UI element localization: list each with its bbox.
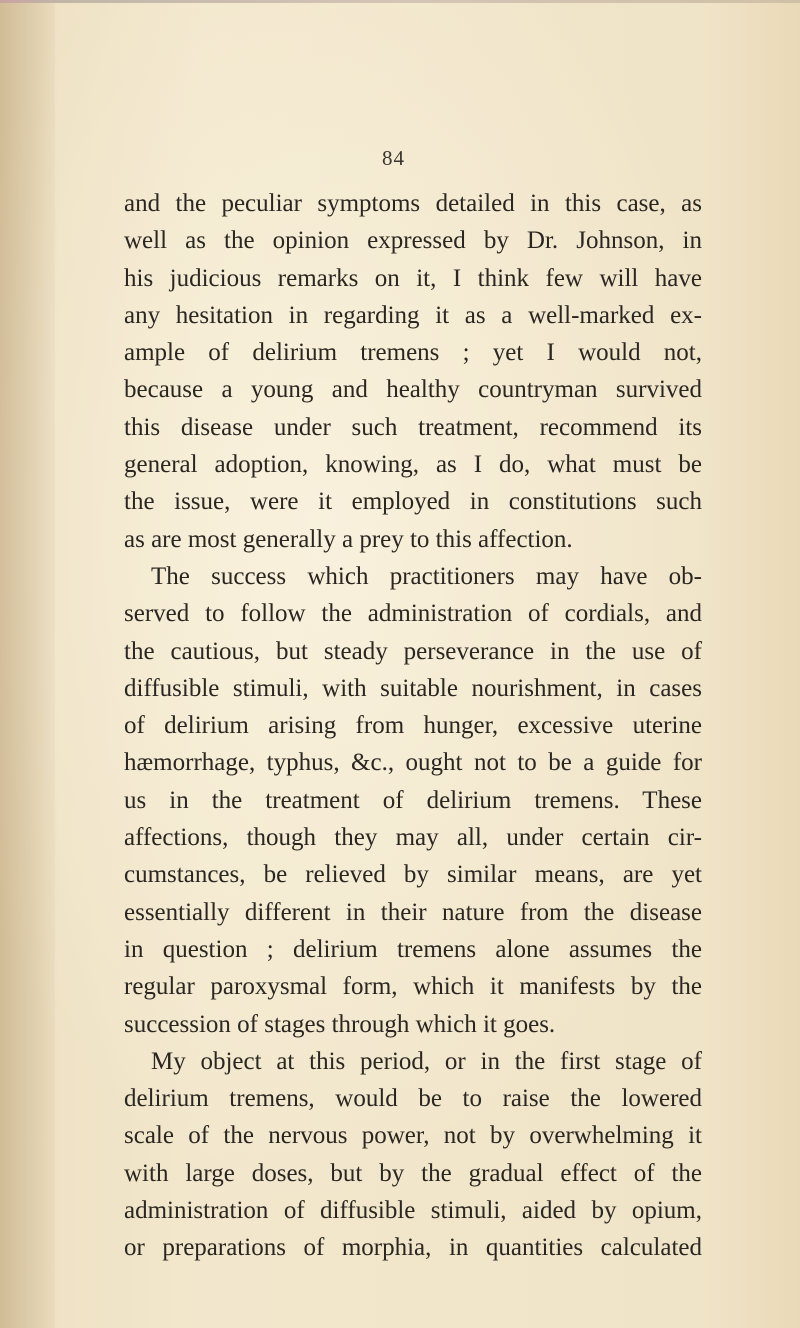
text-line: The success which practitioners may have ob-	[151, 562, 702, 590]
text-line: essentially different in their nature from the disease	[124, 898, 702, 926]
text-line: ample of delirium tremens ; yet I would not,	[124, 339, 702, 367]
text-line: administration of diffusible stimuli, aided by opium,	[124, 1197, 702, 1225]
text-line: his judicious remarks on it, I think few will have	[124, 264, 702, 292]
text-line: My object at this period, or in the first stage of	[151, 1047, 702, 1075]
text-line: any hesitation in regarding it as a well-marked ex-	[124, 301, 702, 329]
page-gutter-shadow	[0, 0, 55, 1328]
text-line: and the peculiar symptoms detailed in this case, as	[124, 190, 702, 217]
text-line: diffusible stimuli, with suitable nourishment, in cases	[124, 674, 702, 702]
text-line: because a young and healthy countryman survived	[124, 376, 702, 404]
page-top-edge	[0, 0, 800, 3]
text-line: or preparations of morphia, in quantities calculated	[124, 1234, 702, 1262]
body-text	[124, 185, 702, 1267]
text-line: this disease under such treatment, recommend its	[124, 413, 702, 441]
text-line: as are most generally a prey to this affection.	[124, 525, 573, 553]
text-line: delirium tremens, would be to raise the lowered	[124, 1085, 702, 1113]
text-line: well as the opinion expressed by Dr. Johnson, in	[124, 227, 702, 255]
text-line: in question ; delirium tremens alone assumes the	[124, 935, 702, 963]
text-line: regular paroxysmal form, which it manifests by the	[124, 973, 702, 1001]
text-line: us in the treatment of delirium tremens. These	[124, 786, 702, 814]
text-line: with large doses, but by the gradual effect of the	[124, 1159, 702, 1187]
text-line: general adoption, knowing, as I do, what must be	[124, 451, 702, 479]
text-line: hæmorrhage, typhus, &c., ought not to be a guide for	[124, 749, 702, 777]
text-line: cumstances, be relieved by similar means, are yet	[124, 861, 702, 889]
text-line: of delirium arising from hunger, excessive uterine	[124, 712, 702, 740]
text-line: affections, though they may all, under certain cir-	[124, 824, 702, 852]
text-line: succession of stages through which it goes.	[124, 1010, 556, 1038]
text-line: served to follow the administration of cordials, and	[124, 600, 702, 628]
text-line: the cautious, but steady perseverance in the use of	[124, 637, 702, 665]
text-line: scale of the nervous power, not by overwhelming it	[124, 1122, 702, 1150]
text-line: the issue, were it employed in constitutions such	[124, 488, 702, 516]
page-number: 84	[382, 146, 405, 170]
